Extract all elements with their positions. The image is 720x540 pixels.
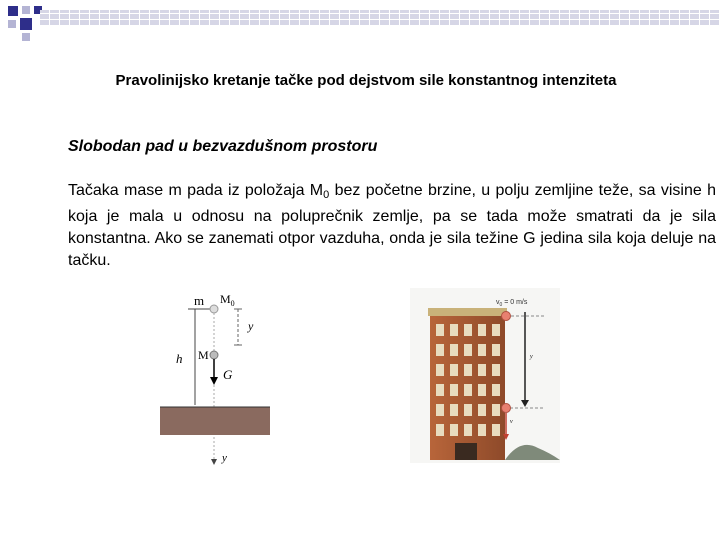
label-m: m — [194, 293, 205, 308]
label-G: G — [223, 367, 233, 382]
y-axis-arrow — [211, 459, 217, 465]
deco-square-6 — [22, 33, 30, 41]
slide-paragraph — [68, 180, 716, 272]
top-stripe-decoration — [40, 8, 720, 26]
paragraph-subscript: 0 — [323, 189, 330, 201]
label-v0: $v_0 = 0$ m/s — [496, 299, 528, 308]
label-M: M — [198, 348, 209, 362]
ground-block — [160, 407, 270, 435]
paragraph-part1: Tačaka mase m pada iz položaja M — [68, 182, 324, 199]
label-h: h — [176, 351, 183, 366]
deco-square-1 — [8, 6, 18, 16]
moving-point — [210, 351, 218, 359]
label-m0: $M_0$ — [220, 292, 235, 308]
deco-square-5 — [20, 18, 32, 30]
label-y-building: y — [530, 354, 533, 360]
label-y-axis: y — [222, 452, 227, 464]
label-y-distance: y — [248, 319, 254, 333]
paragraph-part2: bez početne brzine, u polju zemljine teže, sa visine h koja je mala u odnosu na poluprečnik zemlje, pa se tada može smatrati da je sila konstantna. Ako se zanemati otpor vazduha, onda je sila težine G jedina sila koja deluje na tačku. — [68, 182, 716, 269]
free-fall-diagram — [150, 285, 280, 470]
building-fall-illustration — [410, 288, 560, 463]
initial-position-point — [210, 305, 218, 313]
label-v: v — [510, 419, 513, 425]
slide-title: Pravolinijsko kretanje tačke pod dejstvom sile konstantnog intenziteta — [115, 72, 617, 89]
ball-initial — [502, 312, 511, 321]
deco-square-2 — [22, 6, 30, 14]
ball-falling — [502, 404, 511, 413]
slide-subtitle: Slobodan pad u bezvazdušnom prostoru — [68, 138, 378, 155]
deco-square-4 — [8, 20, 16, 28]
